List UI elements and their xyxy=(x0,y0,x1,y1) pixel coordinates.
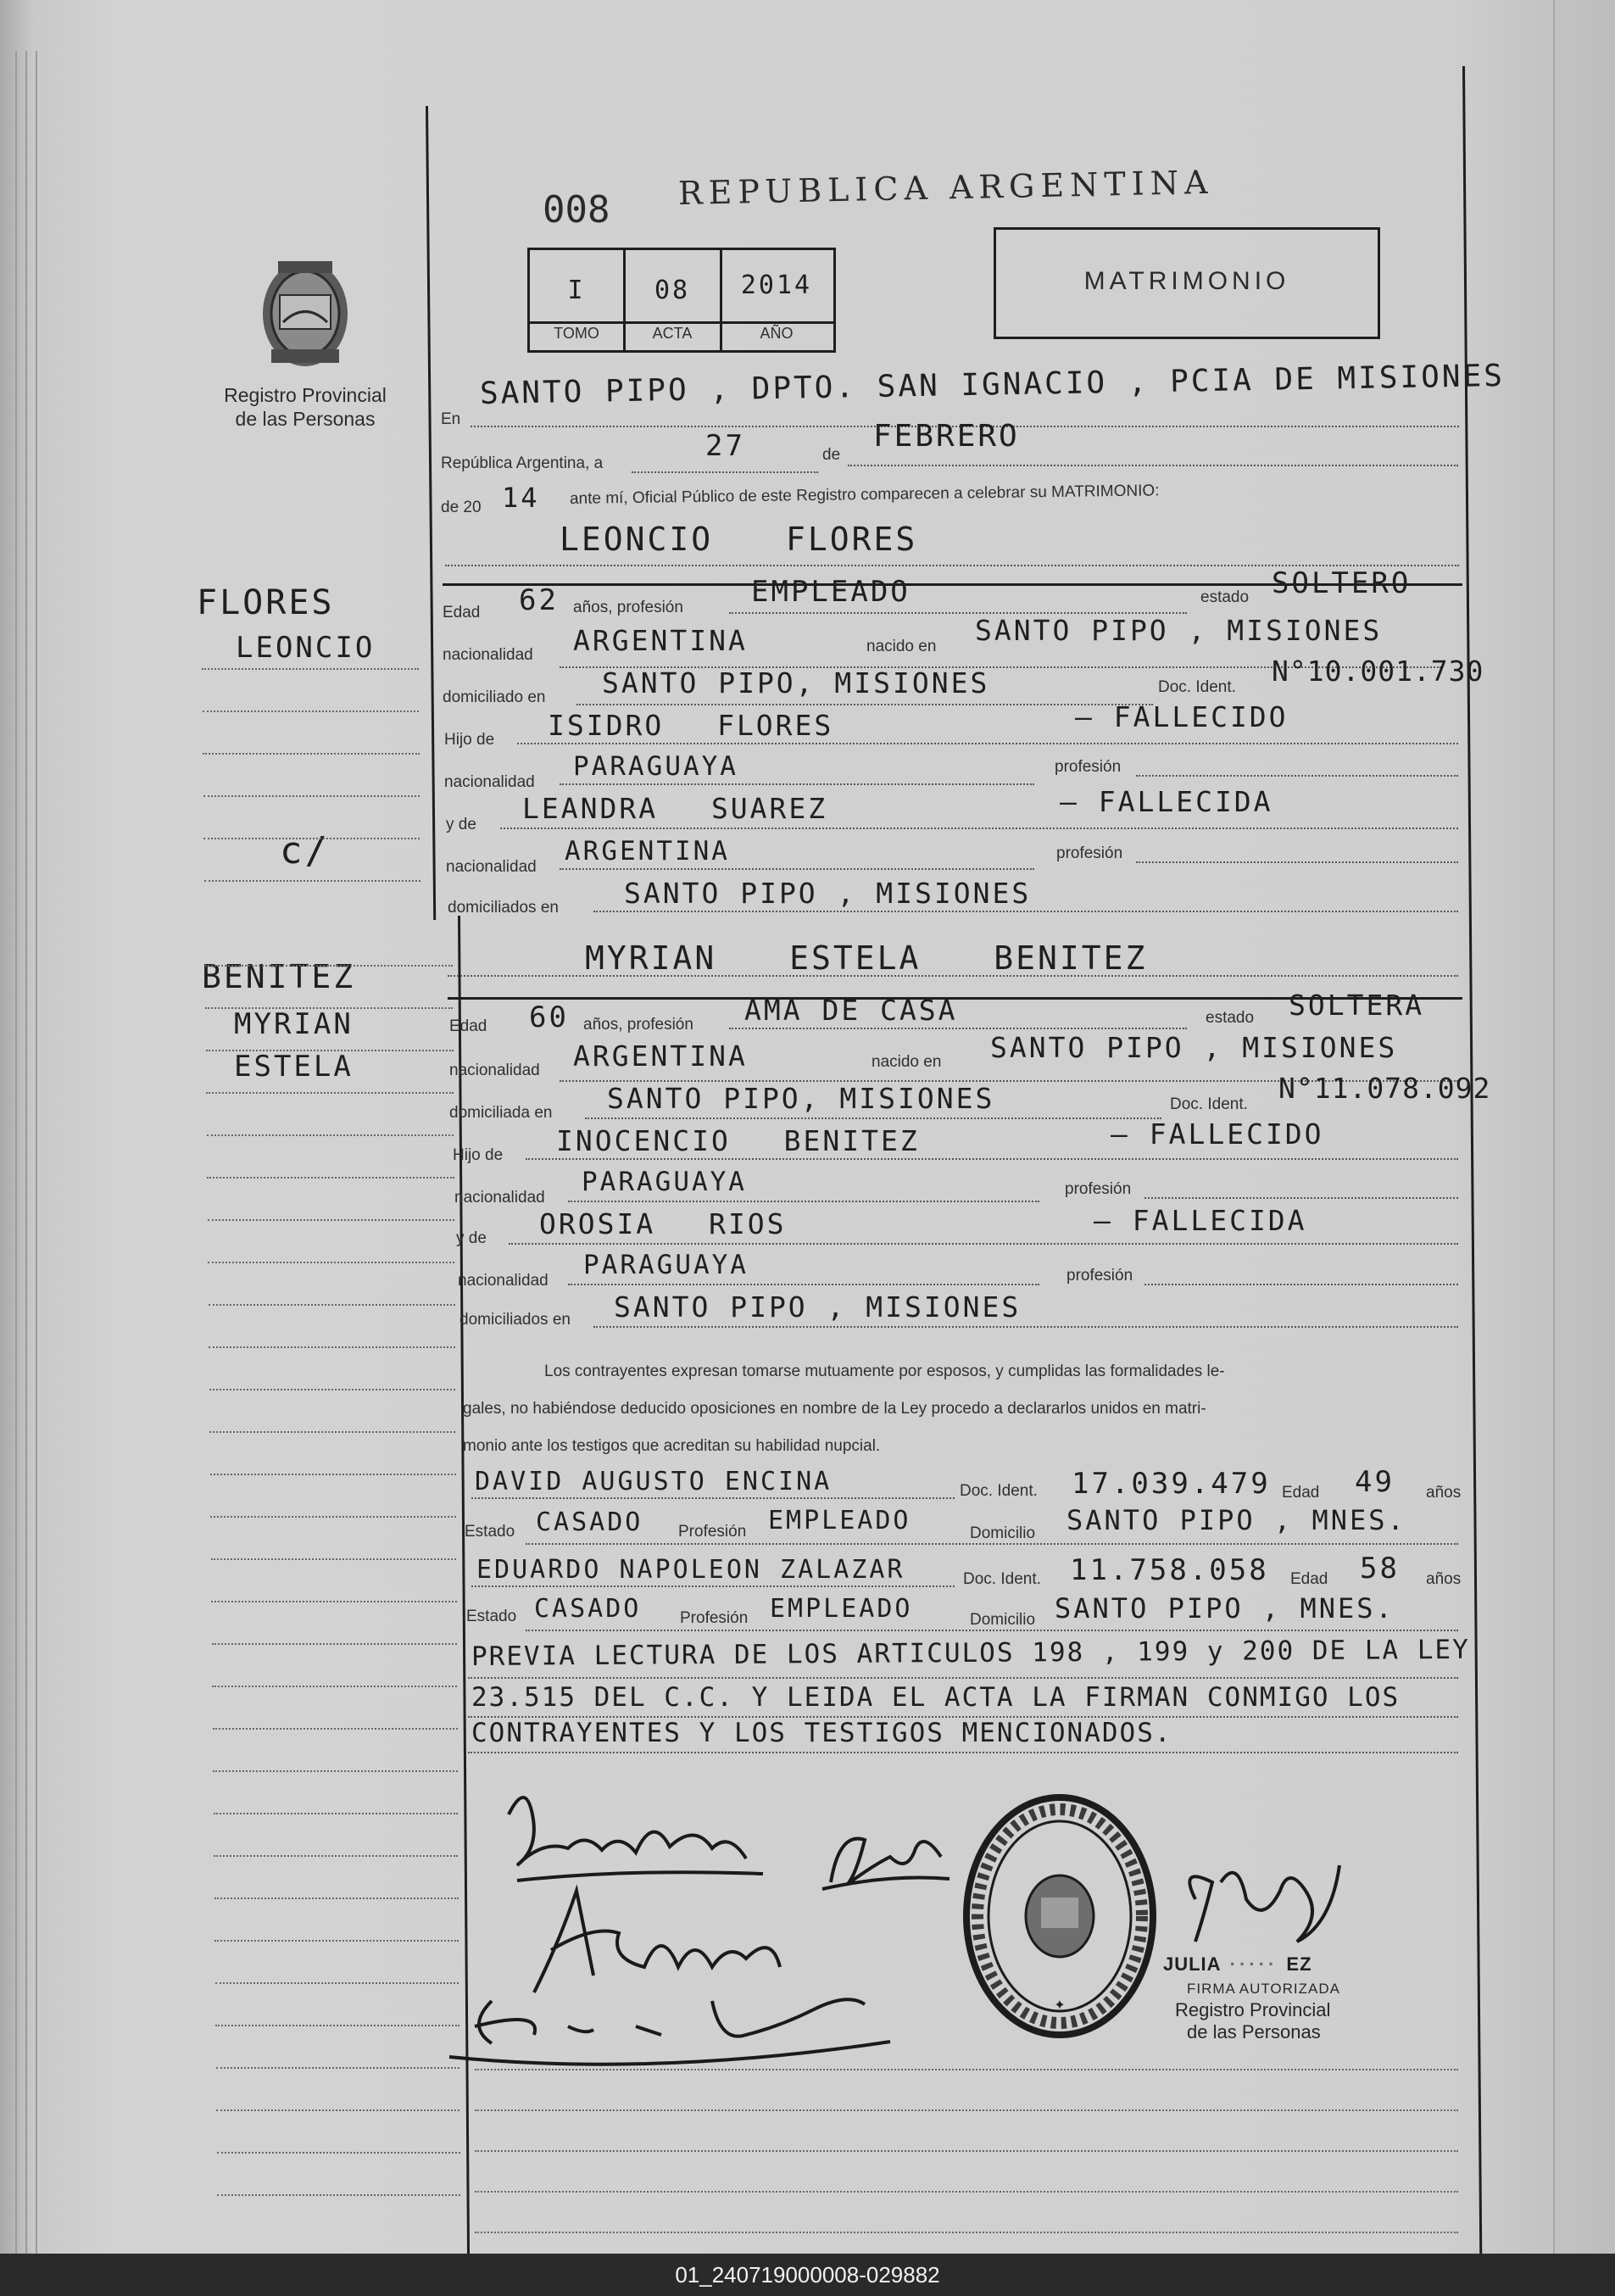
official-title: FIRMA AUTORIZADA xyxy=(1187,1981,1340,1997)
margin-rule-line xyxy=(213,1728,458,1730)
groom-name: LEONCIO FLORES xyxy=(560,521,918,558)
margin-rule-line xyxy=(214,1898,459,1899)
margin-rule-line xyxy=(215,2025,459,2026)
margin-rule-line xyxy=(212,1643,457,1645)
year-suffix: 14 xyxy=(502,482,540,514)
body-rule-line xyxy=(475,2069,1458,2070)
margin-rule-line xyxy=(217,2152,460,2154)
place-label: En xyxy=(441,410,461,428)
margin-rule-line xyxy=(203,753,420,755)
acta-value: 08 xyxy=(654,276,691,305)
witness-1-domicile: SANTO PIPO , MNES. xyxy=(1066,1504,1406,1536)
margin-rule-line xyxy=(212,1686,457,1687)
margin-rule-line xyxy=(210,1474,456,1475)
margin-rule-line xyxy=(210,1516,456,1518)
official-name-start: JULIA xyxy=(1163,1953,1222,1975)
groom-mother: LEANDRA SUAREZ xyxy=(522,792,828,825)
margin-rule-line xyxy=(213,1770,458,1772)
right-rule xyxy=(1462,66,1482,2254)
margin-rule xyxy=(426,106,436,920)
bride-father-status: — FALLECIDO xyxy=(1111,1117,1324,1151)
declaration-line-2: gales, no habiéndose deducido oposiciones en nombre de la Ley procedo a declararlos unidos en matri- xyxy=(463,1400,1206,1418)
margin-rule-line xyxy=(203,711,419,712)
bride-age: 60 xyxy=(529,1000,569,1034)
bride-mother-nationality: PARAGUAYA xyxy=(583,1250,749,1280)
registry-stamp xyxy=(958,1789,1161,2043)
margin-rule-line xyxy=(209,1389,455,1390)
bride-mother-status: — FALLECIDA xyxy=(1094,1204,1307,1237)
groom-age: 62 xyxy=(519,583,559,617)
margin-rule-line xyxy=(209,1346,455,1348)
margin-rule-line xyxy=(215,1982,459,1984)
margin-rule-line xyxy=(214,1813,458,1814)
margin-bride-surname: BENITEZ xyxy=(202,958,356,995)
bride-nationality: ARGENTINA xyxy=(573,1039,748,1073)
margin-connector: c/ xyxy=(280,829,330,872)
certificate-page: Registro Provincial de las Personas 008 REPUBLICA ARGENTINA I 08 2014 TOMO ACTA AÑO MATRIMONIO FLORES LEONCIO c/ BENITEZ MYRIAN ESTELA En SANTO PIPO , DPTO. SAN IGNACIO , PCIA DE MISIONES República Argentina, a 27 de FEBRERO de 20 14 ante mí, Oficial Público de este Registro comparecen a celebrar su MATRIMONIO: LEONCIO FLORES Edad 62 años, profesión EMPLEADO estado SOLTERO nacionalidad ARGENTINA nacido en SANTO PIPO , MISIONES domiciliado en SANTO PIPO, MISIONES Doc. Ident. N°10.001.730 Hijo de ISIDRO FLORES — FALLECIDO nacionalidad PARAGUAYA profesión y de LEANDRA SUAREZ — FALLECIDA nacionalidad ARGENTINA profesión domiciliados en SANTO PIPO , MISIONES MYRIAN ESTELA BENITEZ Edad 60 años, profesión AMA DE CASA estado SOLTERA nacionalidad ARGENTINA nacido en SANTO PIPO , MISIONES domiciliada en SANTO PIPO, MISIONES Doc. Ident. N°11.078.092 Hijo de INOCENCIO BENITEZ — FALLECIDO nacionalidad PARAGUAYA profesión y de OROSIA RIOS — FALLECIDA nacionalidad PARAGUAYA profesión domiciliados en SANTO PIPO , MISIONES Los contrayentes expresan tomarse mutuamente por esposos, y cumplidas las formalidades le- gales, no habiéndose deducido oposiciones en nombre de la Ley procedo a declararlos unidos en matri- monio ante los testigos que acreditan su habilidad nupcial. DAVID AUGUSTO ENCINA Doc. Ident. 17.039.479 Edad 49 años Estado CASADO Profesión EMPLEADO Domicilio SANTO PIPO , MNES. EDUARDO NAPOLEON ZALAZAR Doc. Ident. 11.758.058 Edad 58 años Estado CASADO Profesión EMPLEADO Domicilio SANTO PIPO , MNES. PREVIA LECTURA DE LOS ARTICULOS 198 , 199 y 200 DE LA LEY 23.515 DEL C.C. Y LEIDA EL ACTA LA FIRMAN CONMIGO LOS CONTRAYENTES Y LOS TESTIGOS MENCIONADOS. ✦ JULIA ····· EZ FIRMA AUTORIZADA Registro Provincial de las Personas xyxy=(0,0,1615,2254)
margin-rule-line xyxy=(208,1262,454,1263)
margin-rule-line xyxy=(204,880,420,882)
margin-rule-line xyxy=(202,668,419,670)
margin-bride-name: MYRIAN xyxy=(234,1007,354,1041)
groom-profession: EMPLEADO xyxy=(751,575,911,609)
groom-mother-nationality: ARGENTINA xyxy=(565,836,730,867)
margin-rule-line xyxy=(214,1855,458,1857)
margin-rule-line xyxy=(205,1007,453,1009)
bride-born-in: SANTO PIPO , MISIONES xyxy=(990,1031,1398,1064)
margin-rule-line xyxy=(203,838,420,839)
document-type: MATRIMONIO xyxy=(1083,267,1290,295)
bride-father-nationality: PARAGUAYA xyxy=(582,1167,747,1197)
bride-status: SOLTERA xyxy=(1289,989,1425,1022)
page-edge xyxy=(15,51,17,2254)
groom-father: ISIDRO FLORES xyxy=(548,709,834,742)
witness-2-profession: EMPLEADO xyxy=(770,1594,913,1624)
declaration-line-1: Los contrayentes expresan tomarse mutuamente por esposos, y cumplidas las formalidades le- xyxy=(544,1363,1225,1380)
bride-domicile: SANTO PIPO, MISIONES xyxy=(607,1082,995,1115)
margin-groom-name: LEONCIO xyxy=(236,631,376,665)
tomo-value: I xyxy=(567,276,586,305)
margin-rule-line xyxy=(207,1134,454,1136)
groom-parents-domicile: SANTO PIPO , MISIONES xyxy=(624,877,1032,910)
bride-mother: OROSIA RIOS xyxy=(539,1207,787,1240)
image-caption: 01_240719000008-029882 xyxy=(0,2254,1615,2296)
declaration xyxy=(463,1353,1458,1465)
intro-text: ante mí, Oficial Público de este Registro comparecen a celebrar su MATRIMONIO: xyxy=(569,482,1160,508)
republic-label: República Argentina, a xyxy=(441,454,604,472)
official-name-tail: EZ xyxy=(1286,1953,1312,1975)
groom-father-status: — FALLECIDO xyxy=(1075,700,1289,733)
witness-2-doc: 11.758.058 xyxy=(1070,1553,1269,1587)
margin-rule-line xyxy=(211,1601,457,1602)
witness-1-status: CASADO xyxy=(536,1507,643,1537)
coat-of-arms-icon xyxy=(254,254,356,373)
day-value: 27 xyxy=(705,429,745,463)
witness-2-age: 58 xyxy=(1360,1552,1400,1585)
page-edge xyxy=(25,51,27,2254)
margin-rule-line xyxy=(208,1219,454,1221)
groom-domicile: SANTO PIPO, MISIONES xyxy=(602,666,990,699)
body-rule-line xyxy=(475,2232,1458,2233)
margin-bride-second-name: ESTELA xyxy=(234,1050,354,1084)
year-prefix: de 20 xyxy=(441,499,482,516)
official-name: JULIA ····· EZ xyxy=(1163,1953,1312,1975)
document-type-box xyxy=(994,227,1380,339)
groom-status: SOLTERO xyxy=(1272,566,1412,600)
groom-nationality: ARGENTINA xyxy=(573,624,748,657)
groom-doc: N°10.001.730 xyxy=(1272,655,1484,688)
margin-rule-line xyxy=(206,1092,454,1094)
place-value: SANTO PIPO , DPTO. SAN IGNACIO , PCIA DE MISIONES xyxy=(479,358,1506,411)
anio-label: AÑO xyxy=(760,325,794,342)
official-signature xyxy=(1161,1848,1348,1967)
witness-1-age: 49 xyxy=(1355,1465,1395,1499)
svg-text:✦: ✦ xyxy=(1054,1998,1066,2013)
registry-line-1: Registro Provincial xyxy=(224,384,387,406)
page-edge xyxy=(36,51,37,2254)
document-number: 008 xyxy=(543,188,610,231)
anio-value: 2014 xyxy=(740,270,813,300)
registry-name xyxy=(195,383,415,431)
margin-rule-line xyxy=(209,1304,455,1306)
bride-signature xyxy=(814,1814,958,1899)
country-title: REPUBLICA ARGENTINA xyxy=(677,163,1214,212)
month-value: FEBRERO xyxy=(873,419,1020,454)
bride-parents-domicile: SANTO PIPO , MISIONES xyxy=(614,1290,1022,1324)
margin-rule-line xyxy=(211,1558,456,1560)
witness-2-status: CASADO xyxy=(534,1594,642,1624)
registry-line-2: de las Personas xyxy=(235,408,376,430)
margin-rule-line xyxy=(203,795,420,797)
bride-doc: N°11.078.092 xyxy=(1278,1072,1491,1105)
page-edge xyxy=(1553,0,1555,2254)
closing-line-2: 23.515 DEL C.C. Y LEIDA EL ACTA LA FIRMAN CONMIGO LOS xyxy=(471,1682,1401,1713)
margin-groom-surname: FLORES xyxy=(197,583,335,622)
groom-father-nationality: PARAGUAYA xyxy=(573,751,738,782)
margin-rule-line xyxy=(207,1177,454,1179)
official-registry-1: Registro Provincial xyxy=(1175,1999,1331,2020)
tomo-label: TOMO xyxy=(554,325,599,342)
reference-table xyxy=(527,248,836,353)
groom-born-in: SANTO PIPO , MISIONES xyxy=(975,614,1383,647)
witness-2-signature xyxy=(441,1976,899,2094)
de-label: de xyxy=(822,446,841,464)
margin-rule-line xyxy=(214,1940,459,1942)
body-rule-line xyxy=(475,2150,1458,2152)
body-rule-line xyxy=(475,2109,1458,2111)
closing-line-3: CONTRAYENTES Y LOS TESTIGOS MENCIONADOS. xyxy=(471,1718,1172,1748)
body-rule-line xyxy=(475,2191,1458,2193)
witness-1-profession: EMPLEADO xyxy=(768,1506,911,1535)
margin-rule-line xyxy=(216,2067,459,2069)
bride-father: INOCENCIO BENITEZ xyxy=(556,1124,920,1157)
bride-profession: AMA DE CASA xyxy=(744,994,958,1027)
margin-rule-line xyxy=(216,2109,459,2111)
witness-2-domicile: SANTO PIPO , MNES. xyxy=(1055,1592,1395,1624)
witness-1-name: DAVID AUGUSTO ENCINA xyxy=(475,1467,833,1496)
margin-rule-line xyxy=(205,965,453,967)
witness-1-doc: 17.039.479 xyxy=(1072,1467,1271,1501)
margin-rule-line xyxy=(217,2194,460,2196)
witness-2-name: EDUARDO NAPOLEON ZALAZAR xyxy=(476,1555,905,1585)
declaration-line-3: monio ante los testigos que acreditan su habilidad nupcial. xyxy=(463,1437,881,1455)
closing-line-1: PREVIA LECTURA DE LOS ARTICULOS 198 , 199 y 200 DE LA LEY xyxy=(471,1634,1470,1672)
official-registry-2: de las Personas xyxy=(1187,2021,1321,2042)
acta-label: ACTA xyxy=(652,325,693,342)
margin-rule-line xyxy=(206,1050,454,1051)
groom-mother-status: — FALLECIDA xyxy=(1060,785,1273,818)
bride-name: MYRIAN ESTELA BENITEZ xyxy=(585,939,1148,977)
margin-rule-line xyxy=(209,1431,455,1433)
